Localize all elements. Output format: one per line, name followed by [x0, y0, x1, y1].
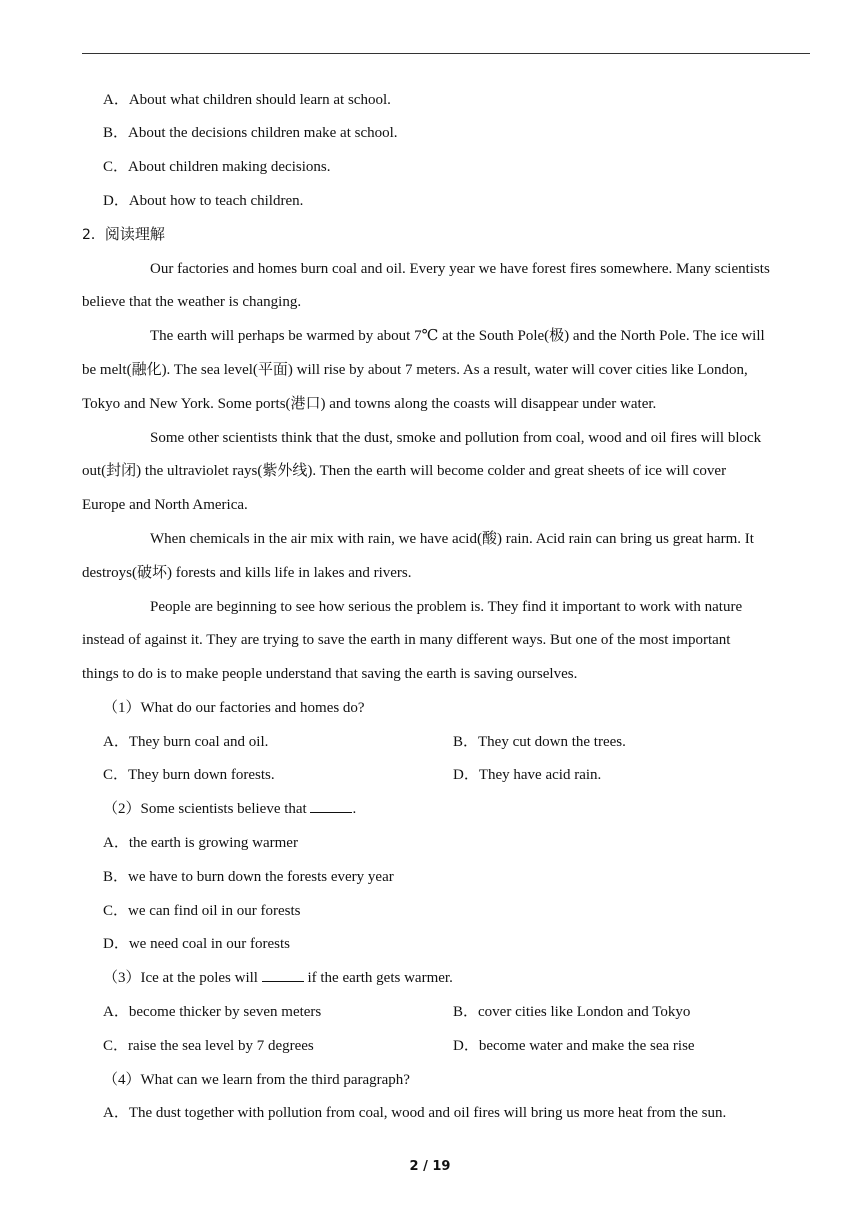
option-c: C．we can find oil in our forests	[103, 903, 301, 919]
question-stem: （4）What can we learn from the third paragraph?	[103, 1072, 410, 1088]
option-b: B．They cut down the trees.	[453, 734, 626, 750]
passage-line: things to do is to make people understand that saving the earth is saving ourselves.	[82, 666, 578, 682]
option-a: A．The dust together with pollution from coal, wood and oil fires will bring us more heat from the sun.	[103, 1105, 727, 1121]
option-c: C．They burn down forests.	[103, 767, 275, 783]
passage-line: out(封闭) the ultraviolet rays(紫外线). Then the earth will become colder and great sheets of ice will cover	[82, 463, 727, 479]
passage-line: The earth will perhaps be warmed by about 7℃ at the South Pole(极) and the North Pole. The ice will	[150, 328, 765, 344]
passage-line: believe that the weather is changing.	[82, 294, 302, 310]
stem-text: （3）Ice at the poles will	[103, 970, 262, 986]
passage-line: destroys(破坏) forests and kills life in lakes and rivers.	[82, 565, 412, 581]
question-stem	[103, 968, 453, 988]
option-a: A．become thicker by seven meters	[103, 1004, 322, 1020]
page-number: 2 / 19	[409, 1159, 451, 1174]
question-stem	[103, 799, 356, 819]
passage-line: Some other scientists think that the dust, smoke and pollution from coal, wood and oil fires will block	[150, 430, 762, 446]
option-b: B．cover cities like London and Tokyo	[453, 1004, 691, 1020]
passage-line: People are beginning to see how serious the problem is. They find it important to work with nature	[150, 599, 743, 615]
header-rule	[82, 53, 810, 54]
option-a: A．About what children should learn at school.	[103, 92, 391, 108]
section-title: 阅读理解	[104, 227, 165, 243]
answer-blank	[310, 799, 352, 813]
passage-line: When chemicals in the air mix with rain, we have acid(酸) rain. Acid rain can bring us great harm. It	[150, 531, 754, 547]
passage-line: Tokyo and New York. Some ports(港口) and towns along the coasts will disappear under water.	[82, 396, 657, 412]
option-c: C．raise the sea level by 7 degrees	[103, 1038, 314, 1054]
question-stem: （1）What do our factories and homes do?	[103, 700, 365, 716]
passage-line: be melt(融化). The sea level(平面) will rise by about 7 meters. As a result, water will cover cities like London,	[82, 362, 748, 378]
option-d: D．we need coal in our forests	[103, 936, 291, 952]
passage-line: Europe and North America.	[82, 497, 248, 513]
stem-text-end: .	[352, 801, 357, 817]
section-heading	[82, 225, 165, 245]
option-b: B．we have to burn down the forests every year	[103, 869, 394, 885]
option-a: A．the earth is growing warmer	[103, 835, 298, 851]
section-number: 2．	[82, 227, 105, 243]
option-c: C．About children making decisions.	[103, 159, 331, 175]
stem-text-end: if the earth gets warmer.	[303, 970, 453, 986]
option-a: A．They burn coal and oil.	[103, 734, 269, 750]
option-b: B．About the decisions children make at school.	[103, 125, 398, 141]
answer-blank	[262, 968, 304, 982]
option-d: D．About how to teach children.	[103, 193, 304, 209]
option-d: D．become water and make the sea rise	[453, 1038, 695, 1054]
option-d: D．They have acid rain.	[453, 767, 602, 783]
passage-line: instead of against it. They are trying to save the earth in many different ways. But one of the most important	[82, 632, 731, 648]
passage-line: Our factories and homes burn coal and oil. Every year we have forest fires somewhere. Many scientists	[150, 261, 770, 277]
stem-text: （2）Some scientists believe that	[103, 801, 311, 817]
